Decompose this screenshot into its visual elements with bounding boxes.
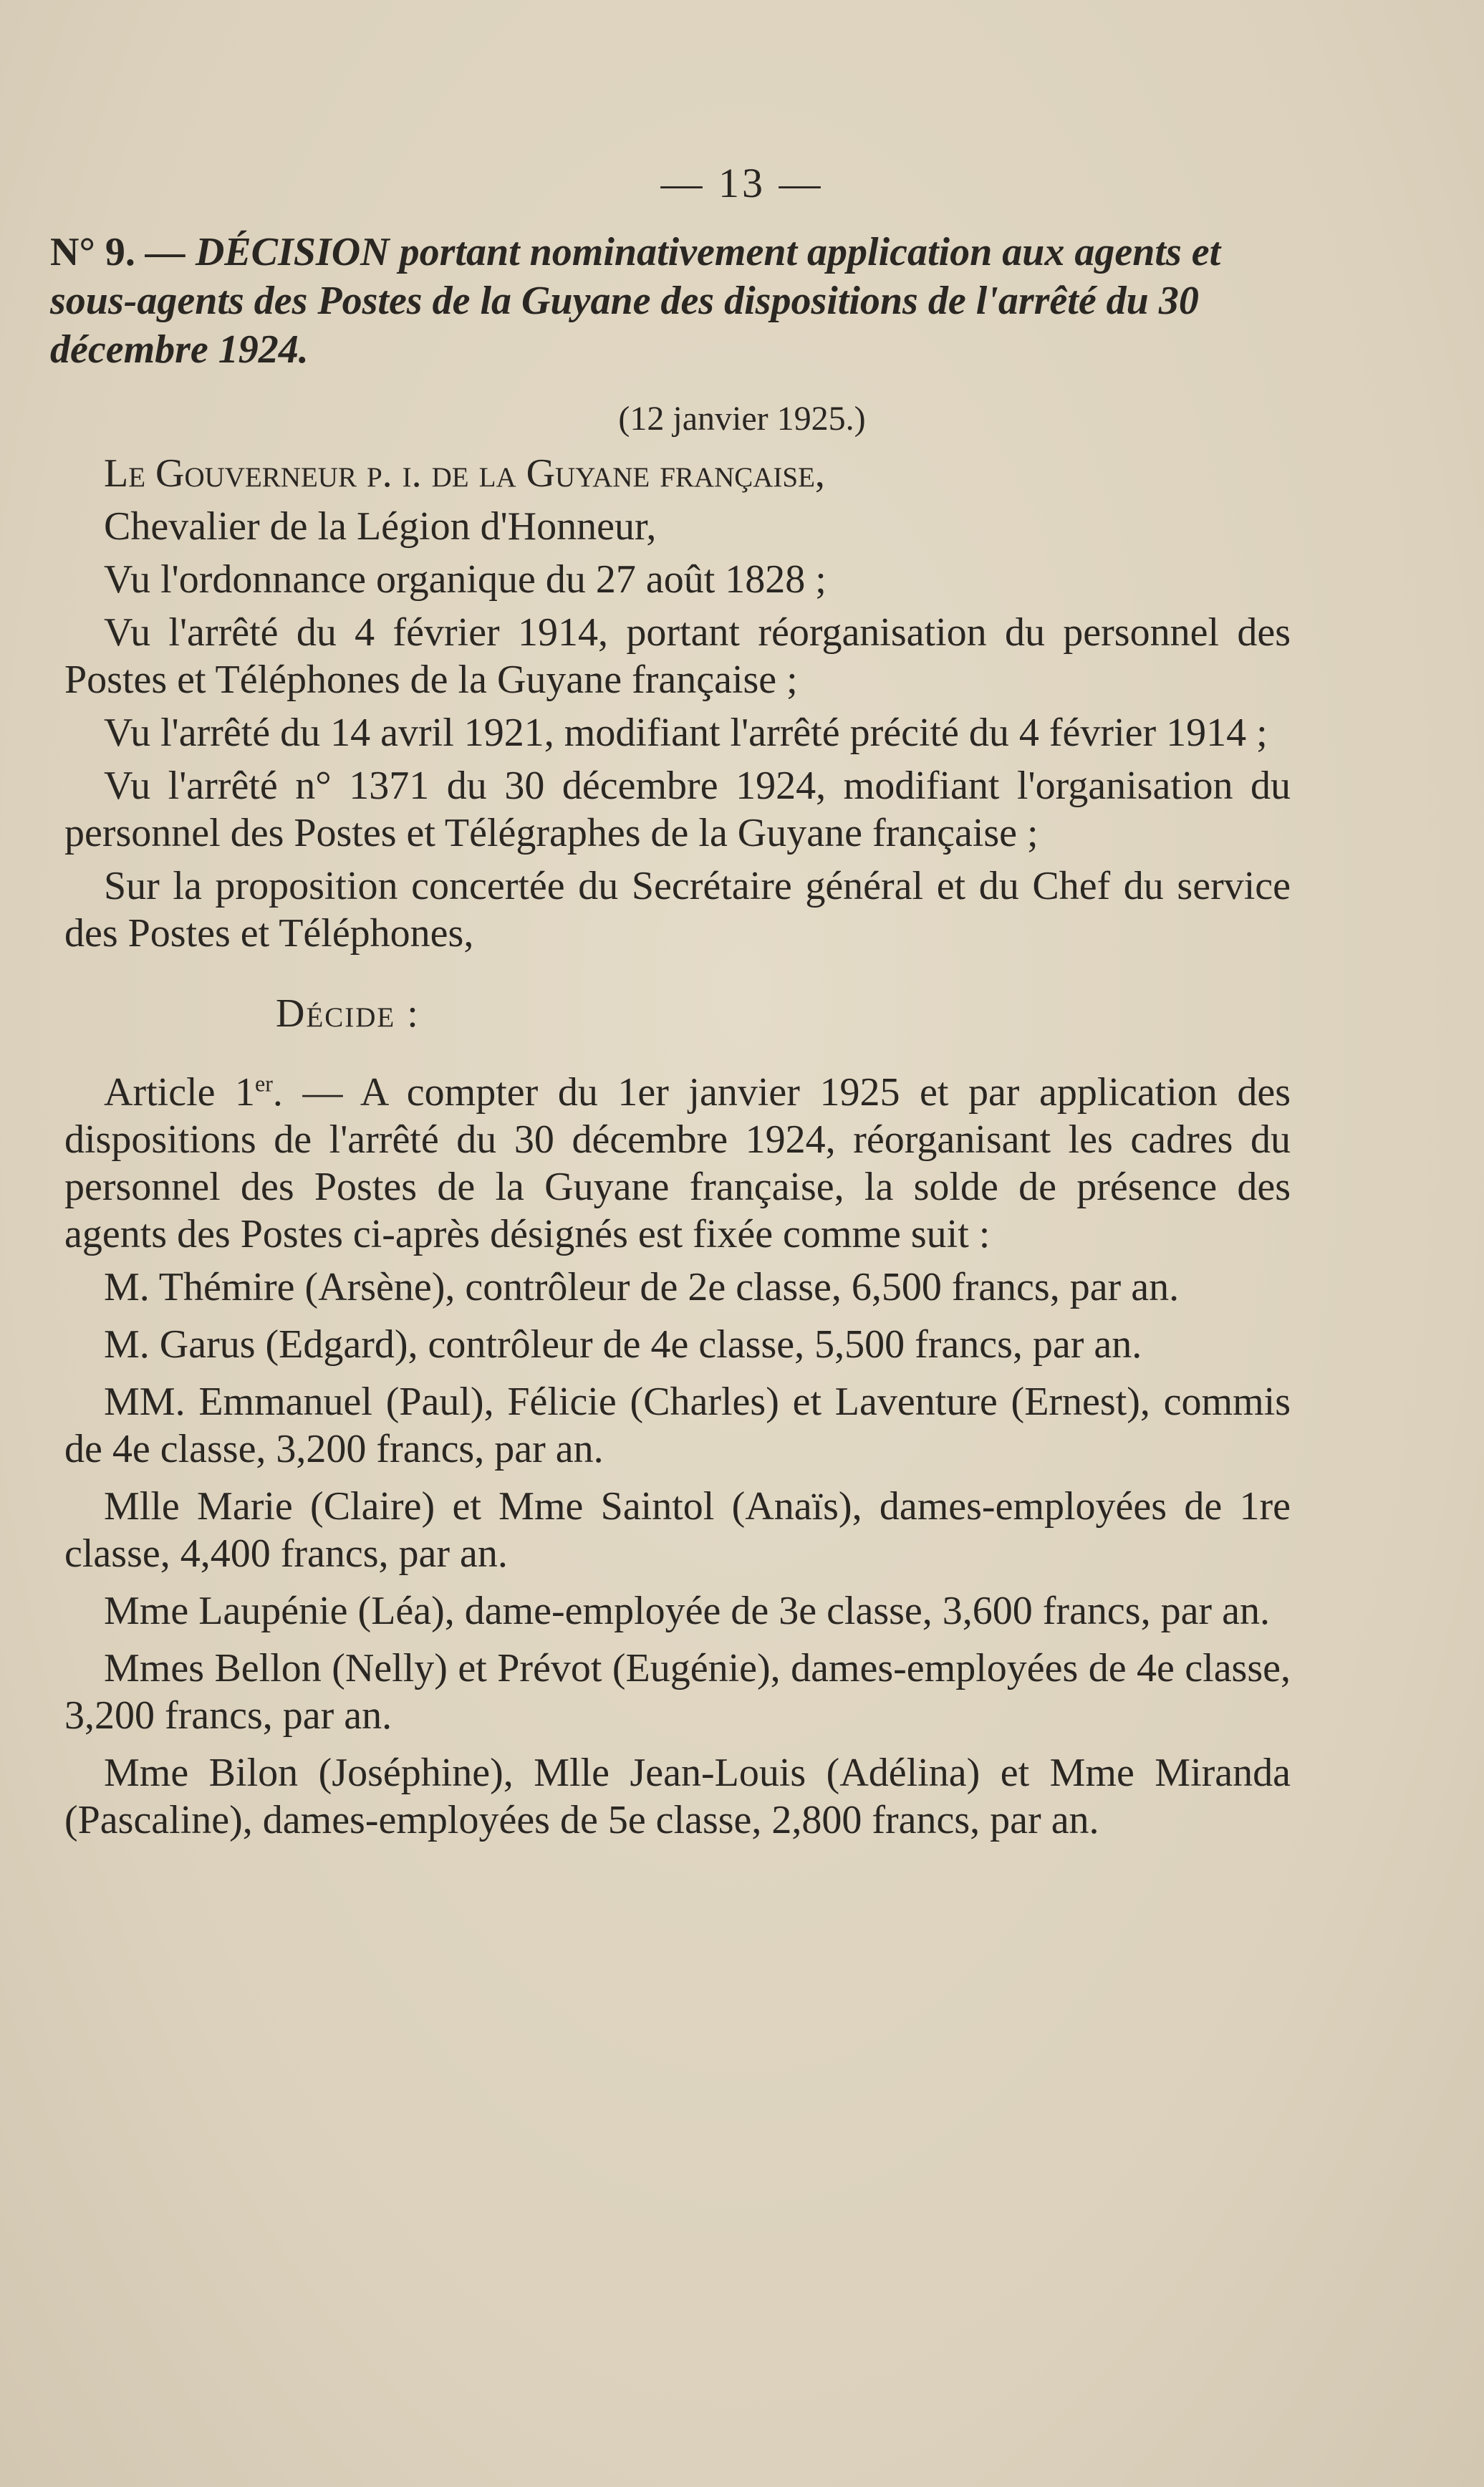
article-sup: er (255, 1070, 273, 1097)
decision-title: DÉCISION (195, 230, 390, 274)
list-item: M. Thémire (Arsène), contrôleur de 2e classe, 6,500 francs, par an. (104, 1265, 1180, 1309)
list-item: MM. Emmanuel (Paul), Félicie (Charles) et Laventure (Ernest), commis de 4e classe, 3,200 francs, par an. (64, 1380, 1291, 1471)
list-item: Mmes Bellon (Nelly) et Prévot (Eugénie), dames-employées de 4e classe, 3,200 francs, par an. (64, 1646, 1291, 1738)
decision-subject: portant nominativement application aux agents et sous-agents des Postes de la Guyane des dispositions de l'arrêté du 30 décembre 1924. (50, 230, 1221, 372)
preamble-visa-4: Vu l'arrêté n° 1371 du 30 décembre 1924, modifiant l'organisation du personnel des Postes et Télégraphes de la Guyane française ; (64, 764, 1291, 855)
list-item: Mme Laupénie (Léa), dame-employée de 3e classe, 3,600 francs, par an. (104, 1589, 1270, 1633)
preamble-title: Chevalier de la Légion d'Honneur, (104, 504, 657, 549)
decision-number: N° 9. (50, 230, 135, 274)
decision-date: (12 janvier 1925.) (618, 400, 866, 438)
decision-body (64, 450, 1291, 1854)
article-1 (64, 1069, 1291, 1258)
list-item: Mme Bilon (Joséphine), Mlle Jean-Louis (Adélina) et Mme Miranda (Pascaline), dames-employées de 5e classe, 2,800 francs, par an. (64, 1751, 1291, 1842)
preamble-governor: Le Gouverneur p. i. de la Guyane française, (104, 451, 825, 496)
preamble-visa-2: Vu l'arrêté du 4 février 1914, portant réorganisation du personnel des Postes et Téléphones de la Guyane française ; (64, 610, 1291, 702)
preamble-visa-1: Vu l'ordonnance organique du 27 août 1828 ; (104, 557, 827, 602)
article-text: . — A compter du 1er janvier 1925 et par application des dispositions de l'arrêté du 30 décembre 1924, réorganisant les cadres du personnel des Postes de la Guyane française, la solde de présence des agents des Postes ci-après désignés est fixée comme suit : (64, 1070, 1291, 1256)
article-label: Article 1 (104, 1070, 256, 1115)
list-item: M. Garus (Edgard), contrôleur de 4e classe, 5,500 francs, par an. (104, 1322, 1142, 1367)
decision-heading (50, 228, 1296, 374)
decide-heading: Décide : (276, 991, 420, 1036)
page-number: — 13 — (660, 160, 824, 206)
heading-dash: — (135, 230, 196, 274)
list-item: Mlle Marie (Claire) et Mme Saintol (Anaïs), dames-employées de 1re classe, 4,400 francs, par an. (64, 1484, 1291, 1576)
preamble-proposal: Sur la proposition concertée du Secrétaire général et du Chef du service des Postes et Téléphones, (64, 864, 1291, 956)
preamble-visa-3: Vu l'arrêté du 14 avril 1921, modifiant l'arrêté précité du 4 février 1914 ; (104, 711, 1268, 755)
